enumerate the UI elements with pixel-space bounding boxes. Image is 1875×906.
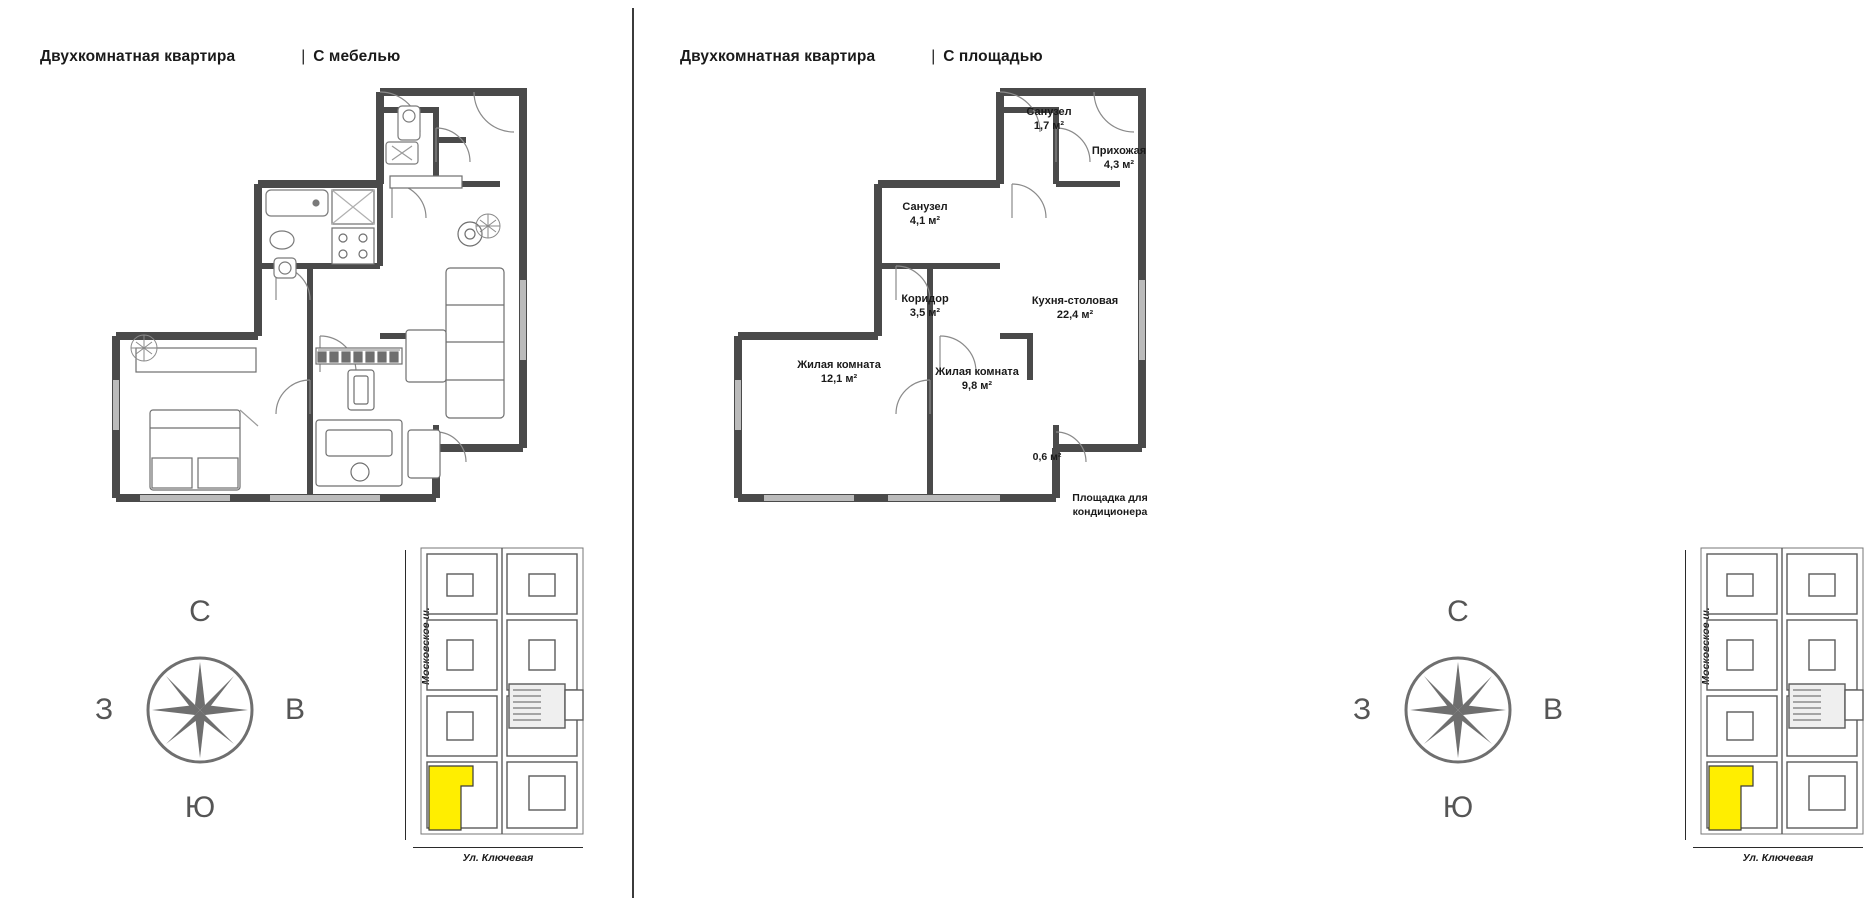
title-separator: | <box>301 48 306 65</box>
room-label-zhilaya-komnata-2 <box>932 366 1022 394</box>
compass-dial-icon <box>1402 654 1514 766</box>
panel-furniture <box>0 0 632 906</box>
compass-rose-left <box>95 595 305 825</box>
room-area: 0,6 м² <box>1032 451 1062 463</box>
compass-north-label: С <box>189 595 211 628</box>
building-floor-diagram <box>1697 544 1867 844</box>
panel-title-row-left <box>40 48 400 66</box>
street-label-vertical: Московское ш. <box>1700 607 1712 685</box>
room-name: Жилая комната <box>797 359 881 371</box>
street-line-horizontal <box>413 847 583 848</box>
keyplan-left <box>395 540 595 870</box>
room-label-ac-platform <box>1040 492 1180 519</box>
room-name: Жилая комната <box>935 366 1019 378</box>
room-name: Санузел <box>902 201 948 213</box>
compass-south-label: Ю <box>184 791 216 824</box>
compass-west-label: З <box>1353 693 1372 726</box>
street-label-horizontal: Ул. Ключевая <box>1742 852 1814 864</box>
room-area: 1,7 м² <box>1033 119 1065 132</box>
street-line-horizontal <box>1693 847 1863 848</box>
title-separator: | <box>931 48 936 65</box>
room-name: Площадка для кондиционера <box>1072 492 1148 518</box>
compass-east-label: В <box>1542 693 1563 726</box>
compass-rose-right <box>1353 595 1563 825</box>
keyplan-right <box>1675 540 1875 870</box>
room-name: Санузел <box>1026 106 1072 118</box>
room-name: Коридор <box>901 293 949 305</box>
room-label-sanuzel-1 <box>1004 106 1094 134</box>
page-title: Двухкомнатная квартира <box>40 48 236 65</box>
room-area: 4,3 м² <box>1103 158 1135 171</box>
room-label-sanuzel-2 <box>880 201 970 229</box>
panel-areas <box>640 0 1814 906</box>
panel-divider <box>632 8 634 898</box>
panel-title-row-right <box>680 48 1043 66</box>
variant-label: С площадью <box>943 48 1043 65</box>
room-area: 12,1 м² <box>820 372 858 385</box>
page-title: Двухкомнатная квартира <box>680 48 876 65</box>
room-area: 4,1 м² <box>909 214 941 227</box>
compass-south-label: Ю <box>1442 791 1474 824</box>
room-label-zhilaya-komnata-1 <box>794 359 884 387</box>
room-area: 22,4 м² <box>1056 308 1094 321</box>
room-label-balkon-area <box>1012 451 1082 464</box>
compass-west-label: З <box>95 693 114 726</box>
highlighted-apartment <box>1709 766 1753 830</box>
building-floor-diagram <box>417 544 587 844</box>
street-label-vertical: Московское ш. <box>420 607 432 685</box>
compass-east-label: В <box>284 693 305 726</box>
room-label-prihozhaya <box>1064 145 1174 173</box>
street-line-vertical <box>1685 550 1686 840</box>
compass-dial-icon <box>144 654 256 766</box>
highlighted-apartment <box>429 766 473 830</box>
room-area: 9,8 м² <box>961 379 993 392</box>
room-label-koridor <box>880 293 970 321</box>
room-name: Кухня-столовая <box>1031 295 1119 307</box>
compass-north-label: С <box>1447 595 1469 628</box>
room-name: Прихожая <box>1091 145 1147 157</box>
room-area: 3,5 м² <box>909 306 941 319</box>
street-label-horizontal: Ул. Ключевая <box>462 852 534 864</box>
apartment-plan-furniture <box>80 80 560 520</box>
variant-label: С мебелью <box>313 48 401 65</box>
street-line-vertical <box>405 550 406 840</box>
room-label-kuhnya-stolovaya <box>1030 295 1120 323</box>
